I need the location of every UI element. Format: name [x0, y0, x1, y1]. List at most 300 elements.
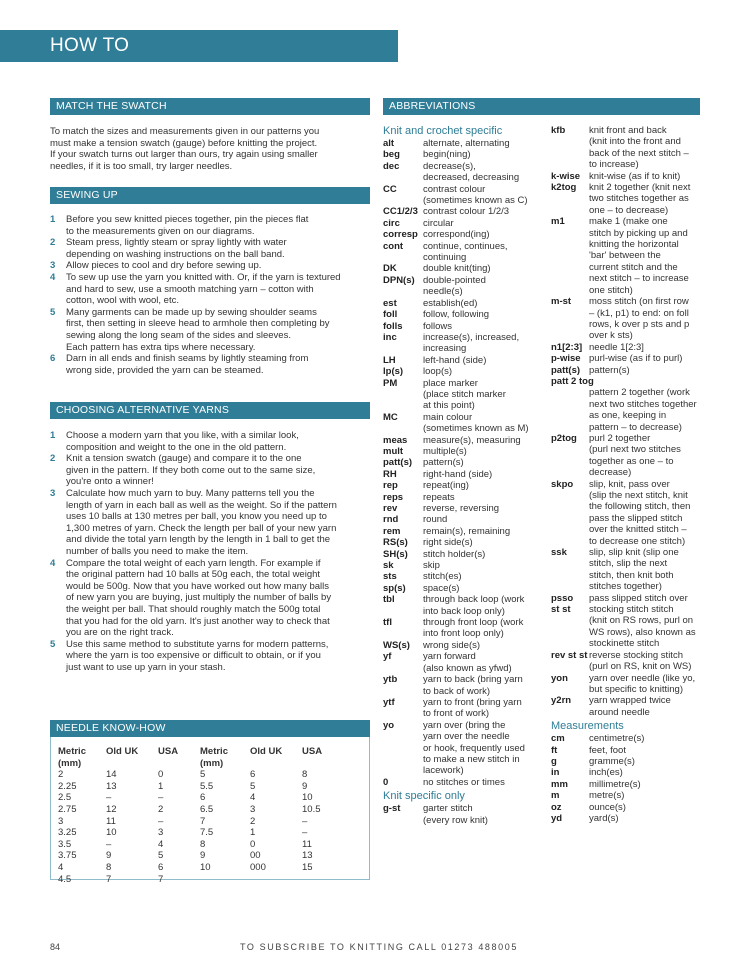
abbreviation-definition: pattern(s) — [423, 457, 464, 469]
table-cell: 3 — [58, 815, 64, 827]
abbreviation-definition: pattern – to decrease) — [589, 421, 682, 433]
table-row — [58, 850, 342, 862]
abbreviation-definition: begin(ning) — [423, 149, 471, 161]
column-header: Metric — [58, 746, 86, 757]
abbreviation-term: n1[2:3] — [551, 341, 583, 353]
abbreviation-definition: pass slipped stitch over — [589, 592, 688, 604]
column-header: USA — [302, 746, 323, 757]
abbreviation-definition: feet, foot — [589, 744, 626, 756]
abbreviation-definition: round — [423, 514, 448, 526]
abbreviation-entry — [383, 378, 551, 412]
abbreviation-term: foll — [383, 309, 398, 321]
needle-table — [58, 746, 342, 885]
text-line: first, then setting in sleeve head to armhole then completing by — [66, 318, 330, 330]
table-cell: 5 — [200, 769, 206, 781]
abbreviation-definition: to front of work) — [423, 708, 489, 720]
table-cell: 2.5 — [58, 792, 72, 804]
abbreviation-definition: stitch holder(s) — [423, 548, 486, 560]
page-number: 84 — [50, 942, 61, 952]
list-item — [50, 430, 380, 453]
abbreviation-term: tbl — [383, 594, 395, 606]
abbreviation-term: m-st — [551, 296, 572, 308]
abbreviations-subheading: Knit and crochet specific — [383, 125, 503, 137]
abbreviation-definition: make 1 (make one — [589, 216, 668, 228]
abbreviation-definition: slip, slip knit (slip one — [589, 547, 679, 559]
abbreviation-definition: metre(s) — [589, 790, 625, 802]
table-cell: 4.5 — [58, 873, 72, 885]
table-cell: 11 — [302, 838, 312, 850]
table-cell: – — [302, 815, 308, 827]
abbreviation-definition: skip — [423, 560, 440, 572]
abbreviation-term: sk — [383, 560, 394, 572]
abbreviation-definition: yarn to front (bring yarn — [423, 696, 522, 708]
abbreviation-definition: around needle — [589, 706, 650, 718]
abbreviation-entry — [551, 353, 711, 364]
abbreviation-definition: loop(s) — [423, 366, 453, 378]
abbreviation-term: RS(s) — [383, 537, 408, 549]
abbreviation-definition: continue, continues, — [423, 240, 508, 252]
abbreviation-term: PM — [383, 377, 398, 389]
abbreviation-entry — [551, 767, 711, 778]
abbreviation-definition: double-pointed — [423, 274, 486, 286]
step-number: 5 — [50, 306, 56, 318]
abbreviation-entry — [383, 526, 551, 537]
abbreviation-definition: to increase) — [589, 159, 639, 171]
abbreviation-definition: rows, k over p sts and p — [589, 318, 690, 330]
table-cell: 15 — [302, 861, 313, 873]
text-line: must make a tension swatch (gauge) before knitting the project. — [50, 137, 318, 149]
abbreviation-definition: space(s) — [423, 582, 460, 594]
abbreviation-term: cont — [383, 240, 404, 252]
abbreviation-entry — [551, 182, 711, 216]
abbreviation-term: st st — [551, 604, 571, 616]
abbreviation-definition: inch(es) — [589, 767, 623, 779]
table-cell: 9 — [200, 850, 206, 862]
abbreviation-term: dec — [383, 160, 400, 172]
abbreviation-definition: centimetre(s) — [589, 733, 645, 745]
abbreviation-definition: or hook, frequently used — [423, 742, 525, 754]
section-title-match-swatch: MATCH THE SWATCH — [50, 98, 370, 115]
sewing-steps — [50, 214, 380, 376]
table-row — [58, 862, 342, 874]
abbreviation-entry — [383, 229, 551, 240]
abbreviation-definition: garter stitch — [423, 803, 473, 815]
abbreviation-term: CC1/2/3 — [383, 206, 418, 218]
abbreviation-definition: knit 2 together (knit next — [589, 182, 691, 194]
table-row — [58, 816, 342, 828]
abbreviation-definition: one – to decrease) — [589, 204, 669, 216]
text-line: To match the sizes and measurements given in our patterns you — [50, 126, 320, 137]
table-cell: 3.75 — [58, 850, 77, 862]
section-title-abbreviations: ABBREVIATIONS — [383, 98, 700, 115]
table-cell: 7.5 — [200, 827, 214, 839]
abbreviation-definition: next stitch – to increase — [589, 273, 689, 285]
abbreviation-definition: measure(s), measuring — [423, 434, 521, 446]
list-item — [50, 237, 380, 260]
abbreviation-definition: repeat(ing) — [423, 480, 469, 492]
abbreviation-term: cm — [551, 733, 565, 745]
text-line: that you had for the old yarn. It's just another way to check that — [66, 615, 330, 627]
text-line: would be 500g. Now that you have worked out how many balls — [66, 580, 329, 592]
abbreviation-definition: stitch(es) — [423, 571, 462, 583]
abbreviation-definition: decrease) — [589, 467, 632, 479]
section-title-sewing-up: SEWING UP — [50, 187, 370, 204]
abbreviation-entry — [551, 756, 711, 767]
abbreviation-term: yf — [383, 651, 392, 663]
text-line: of new yarn you are buying, just multiply the number of balls by — [66, 592, 332, 604]
abbreviation-term — [551, 387, 589, 433]
abbreviation-definition: two stitches together as — [589, 193, 689, 205]
abbreviation-definition: circular — [423, 217, 454, 229]
abbreviation-definition: follows — [423, 320, 453, 332]
abbreviation-term: oz — [551, 801, 562, 813]
abbreviation-term: p-wise — [551, 353, 581, 365]
abbreviation-entry — [551, 745, 711, 756]
abbreviation-term: in — [551, 767, 560, 779]
abbreviation-term: DK — [383, 263, 397, 275]
text-line: uses 10 balls at 130 metres per ball, you know you need up to — [66, 511, 327, 523]
abbreviation-term: MC — [383, 411, 398, 423]
abbreviation-entry — [383, 469, 551, 480]
table-cell: 8 — [106, 861, 112, 873]
abbreviation-entry — [551, 479, 711, 547]
abbreviation-definition: increasing — [423, 343, 467, 355]
abbreviation-entry — [551, 433, 711, 479]
abbreviation-definition: stitch by picking up and — [589, 227, 688, 239]
column-header: Metric — [200, 746, 228, 757]
abbreviation-term: m — [551, 790, 560, 802]
abbreviation-term: LH — [383, 354, 396, 366]
table-header-row — [58, 746, 342, 758]
table-cell: 3.25 — [58, 827, 77, 839]
table-row — [58, 874, 342, 886]
abbreviation-definition: yarn over the needle — [423, 731, 510, 743]
text-line: Allow pieces to cool and dry before sewing up. — [66, 260, 262, 272]
abbreviation-term: k-wise — [551, 170, 581, 182]
abbreviation-term: sts — [383, 571, 397, 583]
abbreviation-definition: yarn wrapped twice — [589, 695, 671, 707]
abbreviation-definition: needle 1[2:3] — [589, 341, 644, 353]
table-cell: 4 — [58, 861, 64, 873]
abbreviation-definition: (sometimes known as C) — [423, 195, 528, 207]
text-line: 1,300 metres of yarn. Check the length per ball of your new yarn — [66, 522, 337, 534]
text-line: Darn in all ends and finish seams by lightly steaming from — [66, 353, 309, 365]
list-item — [50, 214, 380, 237]
step-number: 5 — [50, 638, 56, 650]
abbreviation-definition: correspond(ing) — [423, 229, 490, 241]
abbreviation-definition: (sometimes known as M) — [423, 423, 529, 435]
abbreviation-term: DPN(s) — [383, 274, 415, 286]
abbreviation-entry — [383, 138, 551, 149]
abbreviation-definition: (purl on RS, knit on WS) — [589, 661, 692, 673]
abbreviation-term: circ — [383, 217, 400, 229]
abbreviation-entry — [383, 321, 551, 332]
text-line: Before you sew knitted pieces together, pin the pieces flat — [66, 214, 309, 225]
abbreviation-entry — [383, 697, 551, 720]
abbreviation-definition: reverse, reversing — [423, 503, 500, 514]
abbreviation-definition: millimetre(s) — [589, 778, 641, 790]
table-cell: 2.25 — [58, 780, 77, 792]
abbreviation-entry — [383, 803, 551, 826]
abbreviation-definition: back of the next stitch – — [589, 147, 689, 159]
table-cell: 11 — [106, 815, 116, 827]
table-cell: – — [106, 792, 112, 804]
text-line: given in the pattern. If they both come out to the same size, — [66, 464, 316, 476]
abbreviation-entry — [383, 651, 551, 674]
abbreviation-entry — [551, 593, 711, 604]
text-line: and divide the total yarn length by the length in 1 ball to get the — [66, 534, 331, 546]
table-cell: 8 — [302, 769, 308, 781]
abbreviation-entry — [383, 777, 551, 788]
text-line: Steam press, lightly steam or spray lightly with water — [66, 237, 287, 249]
abbreviation-term: meas — [383, 434, 408, 446]
abbreviation-term: WS(s) — [383, 639, 410, 651]
abbreviation-definition: knit-wise (as if to knit) — [589, 170, 681, 182]
abbreviation-term: rnd — [383, 514, 399, 526]
abbreviation-definition: pattern 2 together (work — [589, 387, 690, 399]
abbreviation-definition: through back loop (work — [423, 594, 525, 606]
table-cell: 10.5 — [302, 803, 321, 815]
abbreviation-definition: remain(s), remaining — [423, 525, 511, 537]
text-line: you're onto a winner! — [66, 476, 154, 488]
table-cell: 00 — [250, 850, 261, 862]
table-cell: – — [302, 827, 308, 839]
abbreviation-term: ft — [551, 744, 558, 756]
list-item — [50, 558, 380, 639]
abbreviation-entry — [383, 583, 551, 594]
list-item — [50, 488, 380, 558]
abbreviation-definition: follow, following — [423, 309, 490, 321]
abbreviation-definition: to back of work) — [423, 685, 491, 697]
abbreviation-entry — [383, 184, 551, 207]
abbreviation-entry — [383, 149, 551, 160]
table-cell: 6.5 — [200, 803, 214, 815]
abbreviation-definition: current stitch and the — [589, 261, 678, 273]
text-line: Compare the total weight of each yarn length. For example if — [66, 557, 321, 569]
table-row — [58, 792, 342, 804]
abbreviation-definition: stitch, then knit both — [589, 569, 674, 581]
text-line: If your swatch turns out larger than ours, try again using smaller — [50, 149, 318, 161]
table-cell: 3.5 — [58, 838, 72, 850]
text-line: you are on the right track. — [66, 627, 174, 639]
abbreviation-term: g — [551, 755, 557, 767]
abbreviation-definition: yarn forward — [423, 651, 476, 663]
abbreviation-definition: (knit into the front and — [589, 136, 681, 148]
abbreviation-entry — [551, 813, 711, 824]
abbreviation-definition: moss stitch (on first row — [589, 296, 689, 308]
table-row — [58, 827, 342, 839]
abbreviation-term: yo — [383, 719, 395, 731]
abbreviation-term: m1 — [551, 216, 565, 228]
abbreviation-entry — [383, 537, 551, 548]
abbreviation-definition: decrease(s), — [423, 160, 476, 172]
abbreviation-term: y2rn — [551, 695, 572, 707]
abbreviation-definition: double knit(ting) — [423, 263, 491, 275]
abbreviation-entry — [551, 296, 711, 342]
abbreviation-entry — [383, 366, 551, 377]
table-cell: 7 — [200, 815, 206, 827]
abbreviation-definition: WS rows), also known as — [589, 626, 696, 638]
abbreviation-definition: left-hand (side) — [423, 354, 487, 366]
abbreviation-entry — [383, 263, 551, 274]
abbreviation-entry — [551, 342, 711, 353]
table-cell — [302, 874, 342, 886]
table-cell: 4 — [250, 792, 256, 804]
text-line: and hard to sew, use a smooth matching yarn – cotton with — [66, 283, 314, 295]
column-header-unit: (mm) — [58, 757, 82, 769]
abbreviation-term: k2tog — [551, 182, 577, 194]
abbreviation-term: SH(s) — [383, 548, 408, 560]
abbreviation-term: CC — [383, 183, 397, 195]
abbreviation-term: ytb — [383, 674, 398, 686]
table-cell: 000 — [250, 861, 266, 873]
abbreviation-definition: place marker — [423, 377, 478, 389]
abbreviation-definition: establish(ed) — [423, 297, 478, 309]
text-line: number of balls you need to make the item. — [66, 545, 249, 557]
abbreviation-definition: slip, knit, pass over — [589, 478, 670, 490]
abbreviation-definition: alternate, alternating — [423, 138, 510, 149]
table-cell: 10 — [200, 861, 211, 873]
abbreviation-definition: wrong side(s) — [423, 639, 481, 651]
abbreviation-definition: gramme(s) — [589, 755, 635, 767]
text-line: length of yarn in each ball as well as the weight. So if the pattern — [66, 499, 337, 511]
abbreviation-term: sp(s) — [383, 582, 406, 594]
abbreviation-entry — [383, 492, 551, 503]
abbreviation-definition: contrast colour — [423, 183, 486, 195]
abbreviation-term: patt 2 tog — [551, 375, 594, 387]
abbreviation-term: rev st st — [551, 649, 588, 661]
table-cell: 0 — [250, 838, 256, 850]
abbreviation-entry — [383, 549, 551, 560]
abbreviations-column-2 — [551, 125, 711, 824]
table-cell: 7 — [106, 873, 112, 885]
abbreviation-definition: one stitch) — [589, 284, 633, 296]
abbreviation-definition: right-hand (side) — [423, 468, 493, 480]
table-cell: 5.5 — [200, 780, 214, 792]
abbreviation-term: patt(s) — [383, 457, 413, 469]
table-cell: 1 — [158, 780, 164, 792]
text-line: depending on washing instructions on the ball band. — [66, 248, 285, 260]
table-cell: 13 — [106, 780, 117, 792]
abbreviation-definition: decreased, decreasing — [423, 172, 520, 184]
abbreviation-definition: (place stitch marker — [423, 388, 506, 400]
abbreviation-definition: (purl next two stitches — [589, 444, 681, 456]
abbreviation-term: corresp — [383, 229, 418, 241]
column-header-unit: (mm) — [200, 757, 224, 769]
table-row — [58, 839, 342, 851]
abbreviation-entry — [383, 446, 551, 457]
table-cell: – — [158, 792, 164, 804]
abbreviation-definition: right side(s) — [423, 537, 473, 549]
abbreviation-entry — [383, 457, 551, 468]
page-banner: HOW TO — [0, 30, 398, 62]
abbreviation-entry — [551, 171, 711, 182]
text-line: where the yarn is too expensive or difficult to obtain, or if you — [66, 650, 321, 662]
abbreviation-definition: but specific to knitting) — [589, 683, 683, 695]
abbreviation-term: rem — [383, 525, 401, 537]
abbreviation-entry — [551, 365, 711, 376]
abbreviation-definition: purl 2 together — [589, 432, 651, 444]
abbreviation-entry — [551, 216, 711, 296]
abbreviations-subheading: Knit specific only — [383, 790, 465, 803]
abbreviation-definition: to make a new stitch in — [423, 753, 520, 765]
step-number: 3 — [50, 260, 56, 272]
abbreviation-definition: next two stitches together — [589, 398, 697, 410]
abbreviation-definition: stitch, slip the next — [589, 558, 668, 570]
abbreviation-definition: (every row knit) — [423, 814, 488, 826]
text-line: needles, if it is too small, try larger needles. — [50, 160, 233, 172]
abbreviation-definition: as one, keeping in — [589, 410, 667, 422]
abbreviation-term: skpo — [551, 478, 574, 490]
abbreviation-entry — [383, 241, 551, 264]
yarn-steps — [50, 430, 380, 673]
abbreviation-entry — [551, 387, 711, 433]
abbreviation-entry — [383, 640, 551, 651]
text-line: to the measurements given on our diagrams. — [66, 225, 255, 237]
abbreviation-term: yon — [551, 672, 568, 684]
abbreviation-definition: into front loop only) — [423, 628, 504, 640]
abbreviation-entry — [551, 790, 711, 801]
table-cell: 5 — [250, 780, 256, 792]
abbreviation-definition: 'bar' between the — [589, 250, 661, 262]
abbreviation-entry — [551, 733, 711, 744]
abbreviation-definition: ounce(s) — [589, 801, 626, 813]
abbreviation-term: mm — [551, 778, 568, 790]
table-cell: 2 — [158, 803, 164, 815]
abbreviation-term: RH — [383, 468, 397, 480]
abbreviation-definition: lacework) — [423, 765, 464, 777]
abbreviation-entry — [383, 412, 551, 435]
table-cell: 5 — [158, 850, 164, 862]
abbreviation-term: beg — [383, 149, 400, 161]
abbreviation-term: p2tog — [551, 432, 577, 444]
table-cell: 6 — [200, 792, 206, 804]
table-cell: 2 — [250, 815, 256, 827]
list-item — [50, 353, 380, 376]
abbreviations-subheading: Measurements — [551, 720, 624, 733]
abbreviation-term: tfl — [383, 617, 392, 629]
abbreviation-entry — [383, 674, 551, 697]
abbreviation-term: patt(s) — [551, 364, 581, 376]
abbreviation-entry — [551, 604, 711, 650]
abbreviation-definition: stockinette stitch — [589, 638, 660, 650]
table-row — [58, 781, 342, 793]
abbreviation-definition: pass the slipped stitch — [589, 512, 683, 524]
abbreviation-definition: at this point) — [423, 400, 475, 412]
abbreviation-term: yd — [551, 812, 563, 824]
abbreviation-definition: through front loop (work — [423, 617, 524, 629]
abbreviation-definition: to decrease one stitch) — [589, 535, 686, 547]
list-item — [50, 639, 380, 674]
text-line: Choose a modern yarn that you like, with a similar look, — [66, 430, 299, 441]
table-cell: 8 — [200, 838, 206, 850]
column-header: Old UK — [106, 746, 139, 757]
abbreviation-entry — [383, 571, 551, 582]
abbreviation-definition: knit front and back — [589, 125, 667, 136]
step-number: 1 — [50, 430, 56, 441]
abbreviation-term: folls — [383, 320, 403, 332]
abbreviation-entry — [383, 206, 551, 217]
table-cell: 4 — [158, 838, 164, 850]
table-cell: 12 — [106, 803, 117, 815]
step-number: 2 — [50, 237, 56, 249]
text-line: the original pattern had 10 balls at 50g each, the total weight — [66, 569, 321, 581]
section-title-needle-know-how: NEEDLE KNOW-HOW — [50, 720, 370, 737]
step-number: 1 — [50, 214, 56, 225]
table-cell: 10 — [106, 827, 117, 839]
table-cell: 3 — [250, 803, 256, 815]
abbreviation-definition: pattern(s) — [589, 364, 630, 376]
